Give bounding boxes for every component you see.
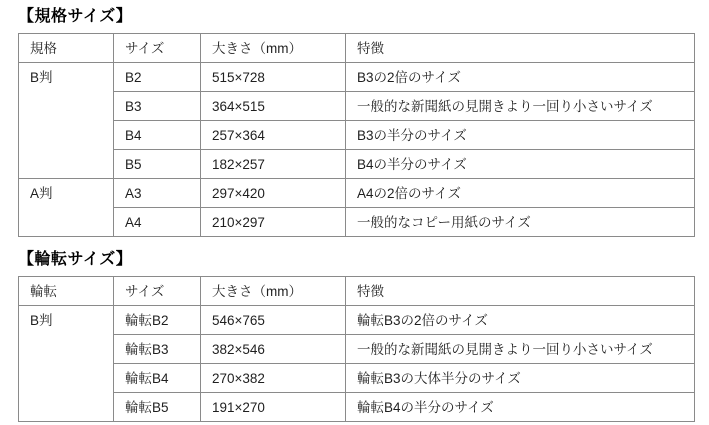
table-row bbox=[19, 393, 695, 422]
group-cell-a: A判 bbox=[19, 179, 114, 237]
table-header-row bbox=[19, 277, 695, 306]
header-cell-size: サイズ bbox=[114, 277, 201, 306]
table-row bbox=[19, 364, 695, 393]
feature-cell: B3の2倍のサイズ bbox=[346, 63, 695, 92]
size-cell: 輪転B2 bbox=[114, 306, 201, 335]
size-cell: A3 bbox=[114, 179, 201, 208]
size-cell: B4 bbox=[114, 121, 201, 150]
dimensions-cell: 270×382 bbox=[201, 364, 346, 393]
dimensions-cell: 515×728 bbox=[201, 63, 346, 92]
rotary-size-heading: 【輪転サイズ】 bbox=[18, 251, 133, 268]
size-cell: B3 bbox=[114, 92, 201, 121]
feature-cell: 一般的な新聞紙の見開きより一回り小さいサイズ bbox=[346, 335, 695, 364]
header-cell-size: サイズ bbox=[114, 34, 201, 63]
header-cell-rotary: 輪転 bbox=[19, 277, 114, 306]
dimensions-cell: 210×297 bbox=[201, 208, 346, 237]
size-cell: B5 bbox=[114, 150, 201, 179]
header-cell-standard: 規格 bbox=[19, 34, 114, 63]
feature-cell: B4の半分のサイズ bbox=[346, 150, 695, 179]
feature-cell: 輪転B3の大体半分のサイズ bbox=[346, 364, 695, 393]
dimensions-cell: 182×257 bbox=[201, 150, 346, 179]
standard-size-table bbox=[18, 33, 695, 237]
dimensions-cell: 257×364 bbox=[201, 121, 346, 150]
header-cell-dimensions: 大きさ（mm） bbox=[201, 34, 346, 63]
header-cell-dimensions: 大きさ（mm） bbox=[201, 277, 346, 306]
table-row bbox=[19, 121, 695, 150]
size-cell: A4 bbox=[114, 208, 201, 237]
dimensions-cell: 364×515 bbox=[201, 92, 346, 121]
table-row bbox=[19, 208, 695, 237]
dimensions-cell: 546×765 bbox=[201, 306, 346, 335]
feature-cell: 輪転B3の2倍のサイズ bbox=[346, 306, 695, 335]
standard-size-heading: 【規格サイズ】 bbox=[18, 8, 133, 25]
dimensions-cell: 382×546 bbox=[201, 335, 346, 364]
table-row bbox=[19, 92, 695, 121]
feature-cell: 一般的な新聞紙の見開きより一回り小さいサイズ bbox=[346, 92, 695, 121]
table-row bbox=[19, 306, 695, 335]
header-cell-feature: 特徴 bbox=[346, 277, 695, 306]
size-cell: 輪転B3 bbox=[114, 335, 201, 364]
table-row bbox=[19, 150, 695, 179]
table-header-row bbox=[19, 34, 695, 63]
group-cell-b: B判 bbox=[19, 63, 114, 179]
feature-cell: 一般的なコピー用紙のサイズ bbox=[346, 208, 695, 237]
feature-cell: 輪転B4の半分のサイズ bbox=[346, 393, 695, 422]
dimensions-cell: 297×420 bbox=[201, 179, 346, 208]
feature-cell: B3の半分のサイズ bbox=[346, 121, 695, 150]
group-cell-b: B判 bbox=[19, 306, 114, 422]
feature-cell: A4の2倍のサイズ bbox=[346, 179, 695, 208]
size-cell: 輪転B4 bbox=[114, 364, 201, 393]
table-row bbox=[19, 179, 695, 208]
table-row bbox=[19, 63, 695, 92]
size-cell: B2 bbox=[114, 63, 201, 92]
rotary-size-table bbox=[18, 276, 695, 422]
table-row bbox=[19, 335, 695, 364]
size-cell: 輪転B5 bbox=[114, 393, 201, 422]
dimensions-cell: 191×270 bbox=[201, 393, 346, 422]
header-cell-feature: 特徴 bbox=[346, 34, 695, 63]
